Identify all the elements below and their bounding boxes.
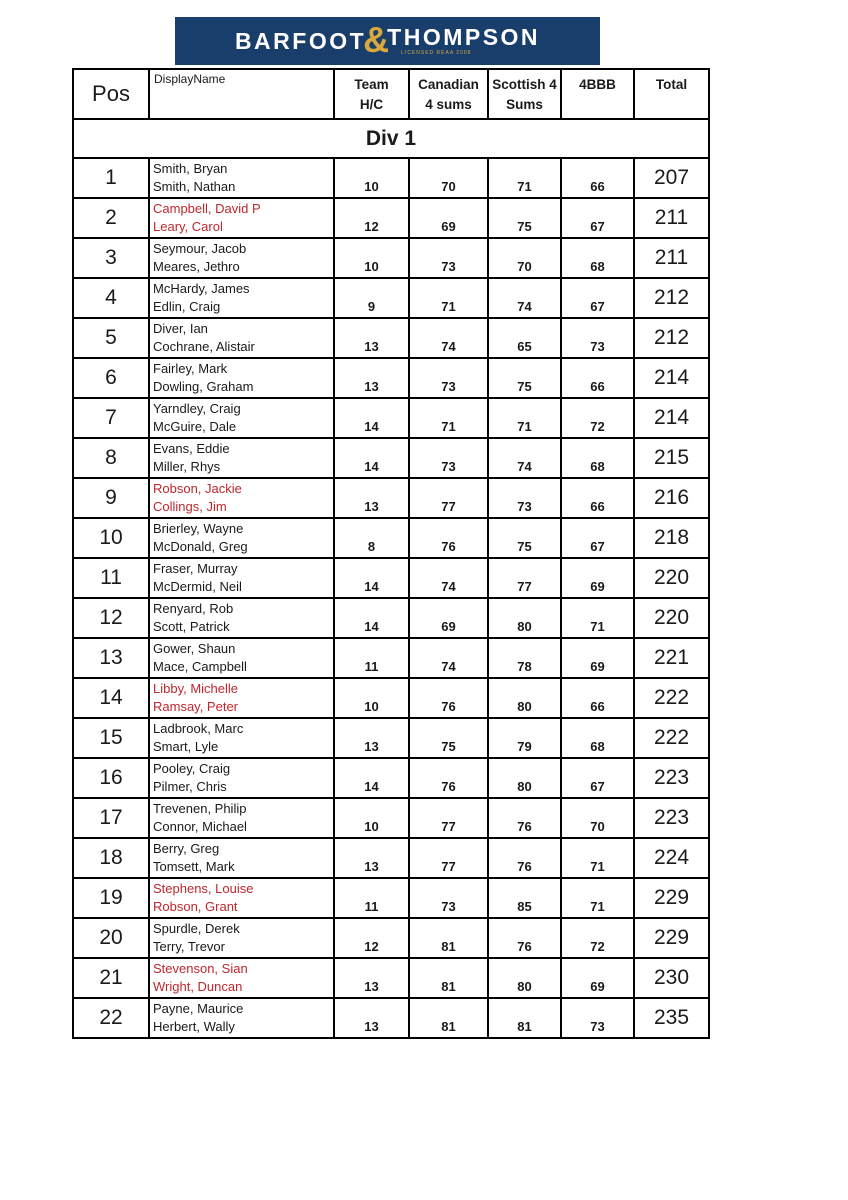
column-header-team-line2: H/C bbox=[359, 97, 384, 112]
player1-name: Yarndley, Craig bbox=[153, 401, 241, 416]
position-cell: 14 bbox=[73, 678, 149, 718]
scottish-cell: 79 bbox=[488, 718, 561, 758]
player1-name: Robson, Jackie bbox=[153, 481, 242, 496]
position-cell: 12 bbox=[73, 598, 149, 638]
fourbbb-cell: 71 bbox=[561, 878, 634, 918]
scottish-cell: 65 bbox=[488, 318, 561, 358]
total-cell: 221 bbox=[634, 638, 709, 678]
player1-name: Renyard, Rob bbox=[153, 601, 234, 616]
player1-name: McHardy, James bbox=[153, 281, 250, 296]
team-hc-cell: 13 bbox=[334, 958, 409, 998]
canadian-cell: 77 bbox=[409, 838, 488, 878]
position-cell: 8 bbox=[73, 438, 149, 478]
scottish-cell: 75 bbox=[488, 358, 561, 398]
scottish-cell: 80 bbox=[488, 678, 561, 718]
table-row bbox=[73, 638, 709, 678]
team-hc-cell: 10 bbox=[334, 238, 409, 278]
fourbbb-cell: 68 bbox=[561, 718, 634, 758]
scottish-cell: 75 bbox=[488, 518, 561, 558]
table-row bbox=[73, 838, 709, 878]
table-row bbox=[73, 398, 709, 438]
position-cell: 20 bbox=[73, 918, 149, 958]
position-cell: 4 bbox=[73, 278, 149, 318]
scottish-cell: 71 bbox=[488, 158, 561, 198]
table-row bbox=[73, 558, 709, 598]
player2-name: Cochrane, Alistair bbox=[153, 339, 255, 354]
table-row bbox=[73, 918, 709, 958]
team-hc-cell: 12 bbox=[334, 918, 409, 958]
column-header-total: Total bbox=[634, 69, 709, 119]
table-row bbox=[73, 158, 709, 198]
player2-name: Wright, Duncan bbox=[153, 979, 243, 994]
position-cell: 11 bbox=[73, 558, 149, 598]
player2-name: Miller, Rhys bbox=[153, 459, 221, 474]
position-cell: 2 bbox=[73, 198, 149, 238]
canadian-cell: 70 bbox=[409, 158, 488, 198]
team-hc-cell: 14 bbox=[334, 758, 409, 798]
fourbbb-cell: 67 bbox=[561, 278, 634, 318]
fourbbb-cell: 72 bbox=[561, 918, 634, 958]
table-row bbox=[73, 678, 709, 718]
canadian-cell: 73 bbox=[409, 878, 488, 918]
players-cell bbox=[149, 838, 334, 878]
players-cell bbox=[149, 598, 334, 638]
canadian-cell: 81 bbox=[409, 918, 488, 958]
player2-name: Scott, Patrick bbox=[153, 619, 230, 634]
team-hc-cell: 14 bbox=[334, 398, 409, 438]
team-hc-cell: 13 bbox=[334, 358, 409, 398]
player1-name: Stephens, Louise bbox=[153, 881, 254, 896]
team-hc-cell: 8 bbox=[334, 518, 409, 558]
players-cell bbox=[149, 718, 334, 758]
player1-name: Berry, Greg bbox=[153, 841, 220, 856]
total-cell: 235 bbox=[634, 998, 709, 1038]
player2-name: McDermid, Neil bbox=[153, 579, 242, 594]
column-header-canadian-4sums bbox=[409, 69, 488, 119]
fourbbb-cell: 73 bbox=[561, 998, 634, 1038]
results-table bbox=[72, 68, 710, 1039]
total-cell: 207 bbox=[634, 158, 709, 198]
fourbbb-cell: 71 bbox=[561, 598, 634, 638]
team-hc-cell: 14 bbox=[334, 598, 409, 638]
position-cell: 13 bbox=[73, 638, 149, 678]
table-row bbox=[73, 358, 709, 398]
scottish-cell: 78 bbox=[488, 638, 561, 678]
scottish-cell: 80 bbox=[488, 758, 561, 798]
players-cell bbox=[149, 878, 334, 918]
scottish-cell: 74 bbox=[488, 438, 561, 478]
player1-name: Smith, Bryan bbox=[153, 161, 228, 176]
table-row bbox=[73, 758, 709, 798]
player1-name: Campbell, David P bbox=[153, 201, 261, 216]
canadian-cell: 73 bbox=[409, 238, 488, 278]
canadian-cell: 74 bbox=[409, 558, 488, 598]
canadian-cell: 76 bbox=[409, 678, 488, 718]
position-cell: 3 bbox=[73, 238, 149, 278]
players-cell bbox=[149, 958, 334, 998]
position-cell: 5 bbox=[73, 318, 149, 358]
total-cell: 212 bbox=[634, 318, 709, 358]
team-hc-cell: 13 bbox=[334, 478, 409, 518]
scottish-cell: 77 bbox=[488, 558, 561, 598]
fourbbb-cell: 68 bbox=[561, 438, 634, 478]
column-header-4bbb: 4BBB bbox=[561, 69, 634, 119]
position-cell: 16 bbox=[73, 758, 149, 798]
fourbbb-cell: 67 bbox=[561, 198, 634, 238]
scottish-cell: 76 bbox=[488, 798, 561, 838]
fourbbb-cell: 66 bbox=[561, 158, 634, 198]
total-cell: 223 bbox=[634, 758, 709, 798]
team-hc-cell: 10 bbox=[334, 678, 409, 718]
scottish-cell: 73 bbox=[488, 478, 561, 518]
players-cell bbox=[149, 678, 334, 718]
canadian-cell: 81 bbox=[409, 998, 488, 1038]
player1-name: Spurdle, Derek bbox=[153, 921, 240, 936]
table-row bbox=[73, 958, 709, 998]
table-row bbox=[73, 518, 709, 558]
position-cell: 22 bbox=[73, 998, 149, 1038]
position-cell: 6 bbox=[73, 358, 149, 398]
canadian-cell: 71 bbox=[409, 398, 488, 438]
column-header-scottish-line1: Scottish 4 bbox=[492, 77, 557, 92]
column-header-scottish-4sums bbox=[488, 69, 561, 119]
players-cell bbox=[149, 918, 334, 958]
player2-name: McGuire, Dale bbox=[153, 419, 237, 434]
canadian-cell: 73 bbox=[409, 358, 488, 398]
player1-name: Libby, Michelle bbox=[153, 681, 239, 696]
total-cell: 222 bbox=[634, 718, 709, 758]
column-header-displayname: DisplayName bbox=[149, 69, 334, 119]
total-cell: 224 bbox=[634, 838, 709, 878]
total-cell: 214 bbox=[634, 398, 709, 438]
player2-name: Collings, Jim bbox=[153, 499, 227, 514]
players-cell bbox=[149, 758, 334, 798]
player2-name: Ramsay, Peter bbox=[153, 699, 239, 714]
player1-name: Trevenen, Philip bbox=[153, 801, 247, 816]
scottish-cell: 81 bbox=[488, 998, 561, 1038]
fourbbb-cell: 68 bbox=[561, 238, 634, 278]
players-cell bbox=[149, 798, 334, 838]
brand-tagline: LICENSED REAA 2008 bbox=[401, 50, 472, 56]
fourbbb-cell: 72 bbox=[561, 398, 634, 438]
player2-name: Meares, Jethro bbox=[153, 259, 240, 274]
team-hc-cell: 13 bbox=[334, 838, 409, 878]
total-cell: 220 bbox=[634, 558, 709, 598]
scottish-cell: 74 bbox=[488, 278, 561, 318]
canadian-cell: 77 bbox=[409, 478, 488, 518]
position-cell: 18 bbox=[73, 838, 149, 878]
team-hc-cell: 13 bbox=[334, 998, 409, 1038]
column-header-scottish-line2: Sums bbox=[506, 97, 543, 112]
canadian-cell: 74 bbox=[409, 318, 488, 358]
position-cell: 10 bbox=[73, 518, 149, 558]
position-cell: 1 bbox=[73, 158, 149, 198]
fourbbb-cell: 66 bbox=[561, 478, 634, 518]
total-cell: 223 bbox=[634, 798, 709, 838]
total-cell: 211 bbox=[634, 198, 709, 238]
table-row bbox=[73, 598, 709, 638]
canadian-cell: 75 bbox=[409, 718, 488, 758]
table-header-row bbox=[73, 69, 709, 119]
player2-name: Terry, Trevor bbox=[153, 939, 225, 954]
team-hc-cell: 9 bbox=[334, 278, 409, 318]
column-header-canadian-line2: 4 sums bbox=[425, 97, 472, 112]
fourbbb-cell: 71 bbox=[561, 838, 634, 878]
players-cell bbox=[149, 438, 334, 478]
column-header-team-line1: Team bbox=[354, 77, 389, 92]
scottish-cell: 80 bbox=[488, 958, 561, 998]
players-cell bbox=[149, 638, 334, 678]
division-header-row bbox=[73, 119, 709, 158]
scottish-cell: 75 bbox=[488, 198, 561, 238]
canadian-cell: 74 bbox=[409, 638, 488, 678]
player2-name: Herbert, Wally bbox=[153, 1019, 235, 1034]
table-row bbox=[73, 318, 709, 358]
team-hc-cell: 13 bbox=[334, 318, 409, 358]
player2-name: Robson, Grant bbox=[153, 899, 238, 914]
canadian-cell: 81 bbox=[409, 958, 488, 998]
players-cell bbox=[149, 278, 334, 318]
player1-name: Fraser, Murray bbox=[153, 561, 238, 576]
position-cell: 7 bbox=[73, 398, 149, 438]
table-row bbox=[73, 478, 709, 518]
players-cell bbox=[149, 518, 334, 558]
position-cell: 9 bbox=[73, 478, 149, 518]
brand-ampersand: & bbox=[363, 19, 390, 60]
player2-name: Edlin, Craig bbox=[153, 299, 221, 314]
total-cell: 211 bbox=[634, 238, 709, 278]
player1-name: Evans, Eddie bbox=[153, 441, 230, 456]
player2-name: Leary, Carol bbox=[153, 219, 223, 234]
results-body bbox=[73, 158, 709, 1038]
table-row bbox=[73, 198, 709, 238]
total-cell: 218 bbox=[634, 518, 709, 558]
total-cell: 215 bbox=[634, 438, 709, 478]
total-cell: 222 bbox=[634, 678, 709, 718]
column-header-pos: Pos bbox=[73, 69, 149, 119]
player2-name: Pilmer, Chris bbox=[153, 779, 227, 794]
position-cell: 17 bbox=[73, 798, 149, 838]
players-cell bbox=[149, 558, 334, 598]
players-cell bbox=[149, 158, 334, 198]
canadian-cell: 69 bbox=[409, 198, 488, 238]
canadian-cell: 77 bbox=[409, 798, 488, 838]
table-row bbox=[73, 998, 709, 1038]
team-hc-cell: 12 bbox=[334, 198, 409, 238]
players-cell bbox=[149, 358, 334, 398]
player1-name: Brierley, Wayne bbox=[153, 521, 244, 536]
total-cell: 229 bbox=[634, 878, 709, 918]
brand-name-right: THOMPSON bbox=[387, 24, 541, 50]
players-cell bbox=[149, 198, 334, 238]
total-cell: 212 bbox=[634, 278, 709, 318]
player1-name: Fairley, Mark bbox=[153, 361, 228, 376]
total-cell: 220 bbox=[634, 598, 709, 638]
team-hc-cell: 14 bbox=[334, 558, 409, 598]
table-row bbox=[73, 878, 709, 918]
table-row bbox=[73, 438, 709, 478]
scottish-cell: 85 bbox=[488, 878, 561, 918]
player1-name: Ladbrook, Marc bbox=[153, 721, 244, 736]
team-hc-cell: 10 bbox=[334, 798, 409, 838]
team-hc-cell: 11 bbox=[334, 878, 409, 918]
scottish-cell: 80 bbox=[488, 598, 561, 638]
player2-name: Mace, Campbell bbox=[153, 659, 247, 674]
fourbbb-cell: 66 bbox=[561, 678, 634, 718]
player1-name: Pooley, Craig bbox=[153, 761, 231, 776]
column-header-team-hc bbox=[334, 69, 409, 119]
canadian-cell: 69 bbox=[409, 598, 488, 638]
players-cell bbox=[149, 238, 334, 278]
brand-banner bbox=[175, 17, 600, 65]
position-cell: 15 bbox=[73, 718, 149, 758]
scottish-cell: 70 bbox=[488, 238, 561, 278]
table-row bbox=[73, 278, 709, 318]
fourbbb-cell: 67 bbox=[561, 758, 634, 798]
canadian-cell: 71 bbox=[409, 278, 488, 318]
team-hc-cell: 13 bbox=[334, 718, 409, 758]
table-row bbox=[73, 238, 709, 278]
fourbbb-cell: 69 bbox=[561, 958, 634, 998]
players-cell bbox=[149, 478, 334, 518]
scottish-cell: 71 bbox=[488, 398, 561, 438]
brand-name-left: BARFOOT bbox=[234, 27, 367, 54]
canadian-cell: 76 bbox=[409, 518, 488, 558]
fourbbb-cell: 70 bbox=[561, 798, 634, 838]
scottish-cell: 76 bbox=[488, 918, 561, 958]
table-row bbox=[73, 718, 709, 758]
player1-name: Seymour, Jacob bbox=[153, 241, 247, 256]
players-cell bbox=[149, 998, 334, 1038]
team-hc-cell: 14 bbox=[334, 438, 409, 478]
fourbbb-cell: 69 bbox=[561, 558, 634, 598]
position-cell: 21 bbox=[73, 958, 149, 998]
player2-name: Dowling, Graham bbox=[153, 379, 254, 394]
player2-name: Connor, Michael bbox=[153, 819, 247, 834]
division-label: Div 1 bbox=[73, 119, 709, 158]
canadian-cell: 73 bbox=[409, 438, 488, 478]
team-hc-cell: 11 bbox=[334, 638, 409, 678]
fourbbb-cell: 67 bbox=[561, 518, 634, 558]
fourbbb-cell: 69 bbox=[561, 638, 634, 678]
team-hc-cell: 10 bbox=[334, 158, 409, 198]
player1-name: Diver, Ian bbox=[153, 321, 208, 336]
scottish-cell: 76 bbox=[488, 838, 561, 878]
total-cell: 230 bbox=[634, 958, 709, 998]
player1-name: Gower, Shaun bbox=[153, 641, 236, 656]
position-cell: 19 bbox=[73, 878, 149, 918]
players-cell bbox=[149, 398, 334, 438]
total-cell: 216 bbox=[634, 478, 709, 518]
player2-name: Smith, Nathan bbox=[153, 179, 236, 194]
player2-name: Tomsett, Mark bbox=[153, 859, 235, 874]
player1-name: Stevenson, Sian bbox=[153, 961, 248, 976]
players-cell bbox=[149, 318, 334, 358]
column-header-canadian-line1: Canadian bbox=[418, 77, 479, 92]
player2-name: Smart, Lyle bbox=[153, 739, 219, 754]
fourbbb-cell: 73 bbox=[561, 318, 634, 358]
player1-name: Payne, Maurice bbox=[153, 1001, 244, 1016]
fourbbb-cell: 66 bbox=[561, 358, 634, 398]
player2-name: McDonald, Greg bbox=[153, 539, 248, 554]
total-cell: 214 bbox=[634, 358, 709, 398]
total-cell: 229 bbox=[634, 918, 709, 958]
table-row bbox=[73, 798, 709, 838]
canadian-cell: 76 bbox=[409, 758, 488, 798]
